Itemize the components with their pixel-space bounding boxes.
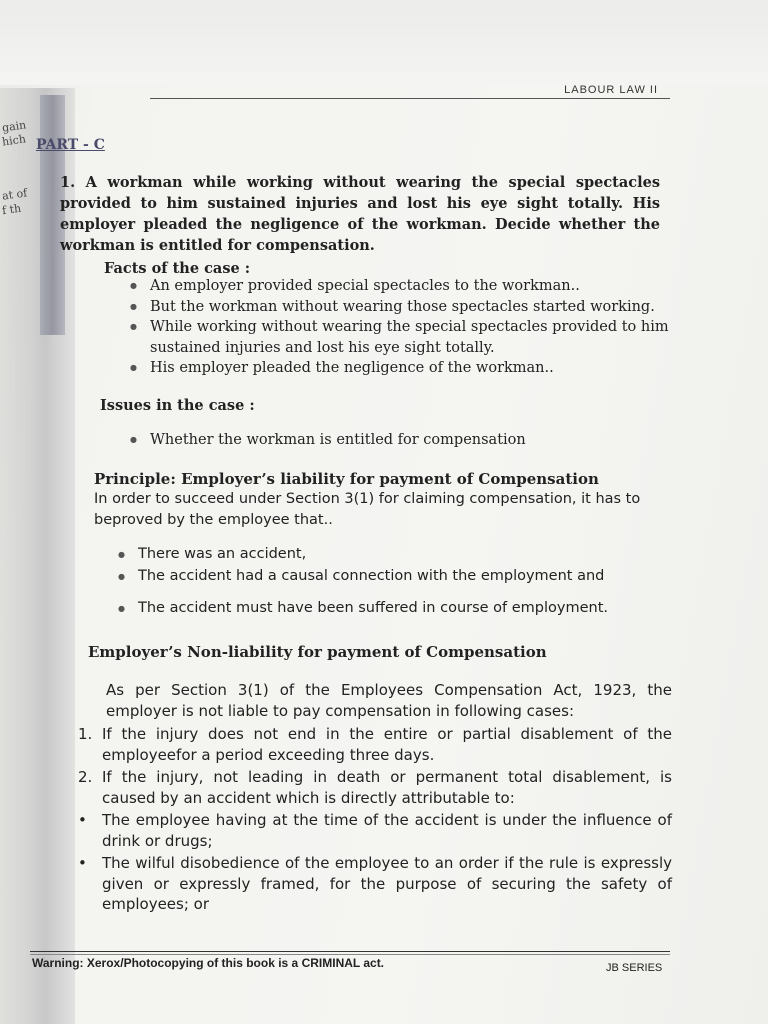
list-item: ● His employer pleaded the negligence of the workman.. bbox=[128, 358, 673, 379]
list-item-text: The employee having at the time of the accident is under the influence of drink or drugs; bbox=[102, 811, 672, 850]
facts-heading: Facts of the case : bbox=[104, 260, 251, 277]
margin-fragment: hich bbox=[1, 132, 27, 149]
list-item: ● The accident must have been suffered in course of employment. bbox=[116, 598, 676, 620]
footer-rule bbox=[30, 954, 670, 955]
principle-list bbox=[116, 544, 676, 620]
list-item: ● The accident had a causal connection with the employment and bbox=[116, 566, 676, 588]
footer-series: JB SERIES bbox=[606, 962, 663, 974]
list-item: ● But the workman without wearing those spectacles started working. bbox=[128, 297, 673, 318]
list-marker: 1. bbox=[78, 725, 93, 743]
list-item bbox=[78, 767, 672, 808]
question-text: 1. A workman while working without wearing the special spectacles provided to him sustained injuries and lost his eye sight totally. His employer pleaded the negligence of the workman. Decide whether the workman is entitled for compensation. bbox=[60, 174, 660, 254]
list-item bbox=[78, 724, 672, 765]
margin-fragment: at of bbox=[1, 186, 28, 203]
margin-fragment: f th bbox=[1, 201, 22, 218]
principle-text: In order to succeed under Section 3(1) for claiming compensation, it has to beproved by the employee that.. bbox=[94, 491, 641, 528]
margin-fragment: gain bbox=[1, 118, 27, 135]
non-liability-text: As per Section 3(1) of the Employees Compensation Act, 1923, the employer is not liable to pay compensation in following cases: bbox=[106, 681, 672, 720]
header-rule bbox=[150, 98, 670, 99]
issues-list bbox=[128, 430, 628, 451]
list-marker: • bbox=[78, 854, 87, 872]
part-label: PART - C bbox=[36, 137, 105, 153]
list-item-text: If the injury does not end in the entire or partial disablement of the employeefor a period exceeding three days. bbox=[102, 725, 672, 764]
list-marker: • bbox=[78, 811, 87, 829]
page-top-shadow bbox=[0, 0, 768, 85]
issues-heading: Issues in the case : bbox=[100, 397, 255, 414]
non-liability-list bbox=[78, 724, 672, 917]
running-header: LABOUR LAW II bbox=[564, 84, 658, 96]
list-item: ● There was an accident, bbox=[116, 544, 676, 566]
footer-warning: Warning: Xerox/Photocopying of this book is a CRIMINAL act. bbox=[32, 956, 385, 970]
list-item: ● An employer provided special spectacles to the workman.. bbox=[128, 276, 673, 297]
list-marker: 2. bbox=[78, 768, 93, 786]
facts-list bbox=[128, 276, 673, 379]
list-item bbox=[78, 810, 672, 851]
list-item bbox=[78, 853, 672, 915]
footer-rule bbox=[30, 951, 670, 952]
list-item-text: The wilful disobedience of the employee to an order if the rule is expressly given or expressly framed, for the purpose of securing the safety of employees; or bbox=[102, 854, 672, 913]
non-liability-heading: Employer’s Non-liability for payment of Compensation bbox=[88, 643, 547, 661]
principle-heading: Principle: Employer’s liability for payment of Compensation bbox=[94, 470, 599, 488]
list-item: ● Whether the workman is entitled for compensation bbox=[128, 430, 628, 451]
list-item-text: If the injury, not leading in death or permanent total disablement, is caused by an accident which is directly attributable to: bbox=[102, 768, 672, 807]
list-item: ● While working without wearing the special spectacles provided to him sustained injuries and lost his eye sight totally. bbox=[128, 317, 673, 358]
